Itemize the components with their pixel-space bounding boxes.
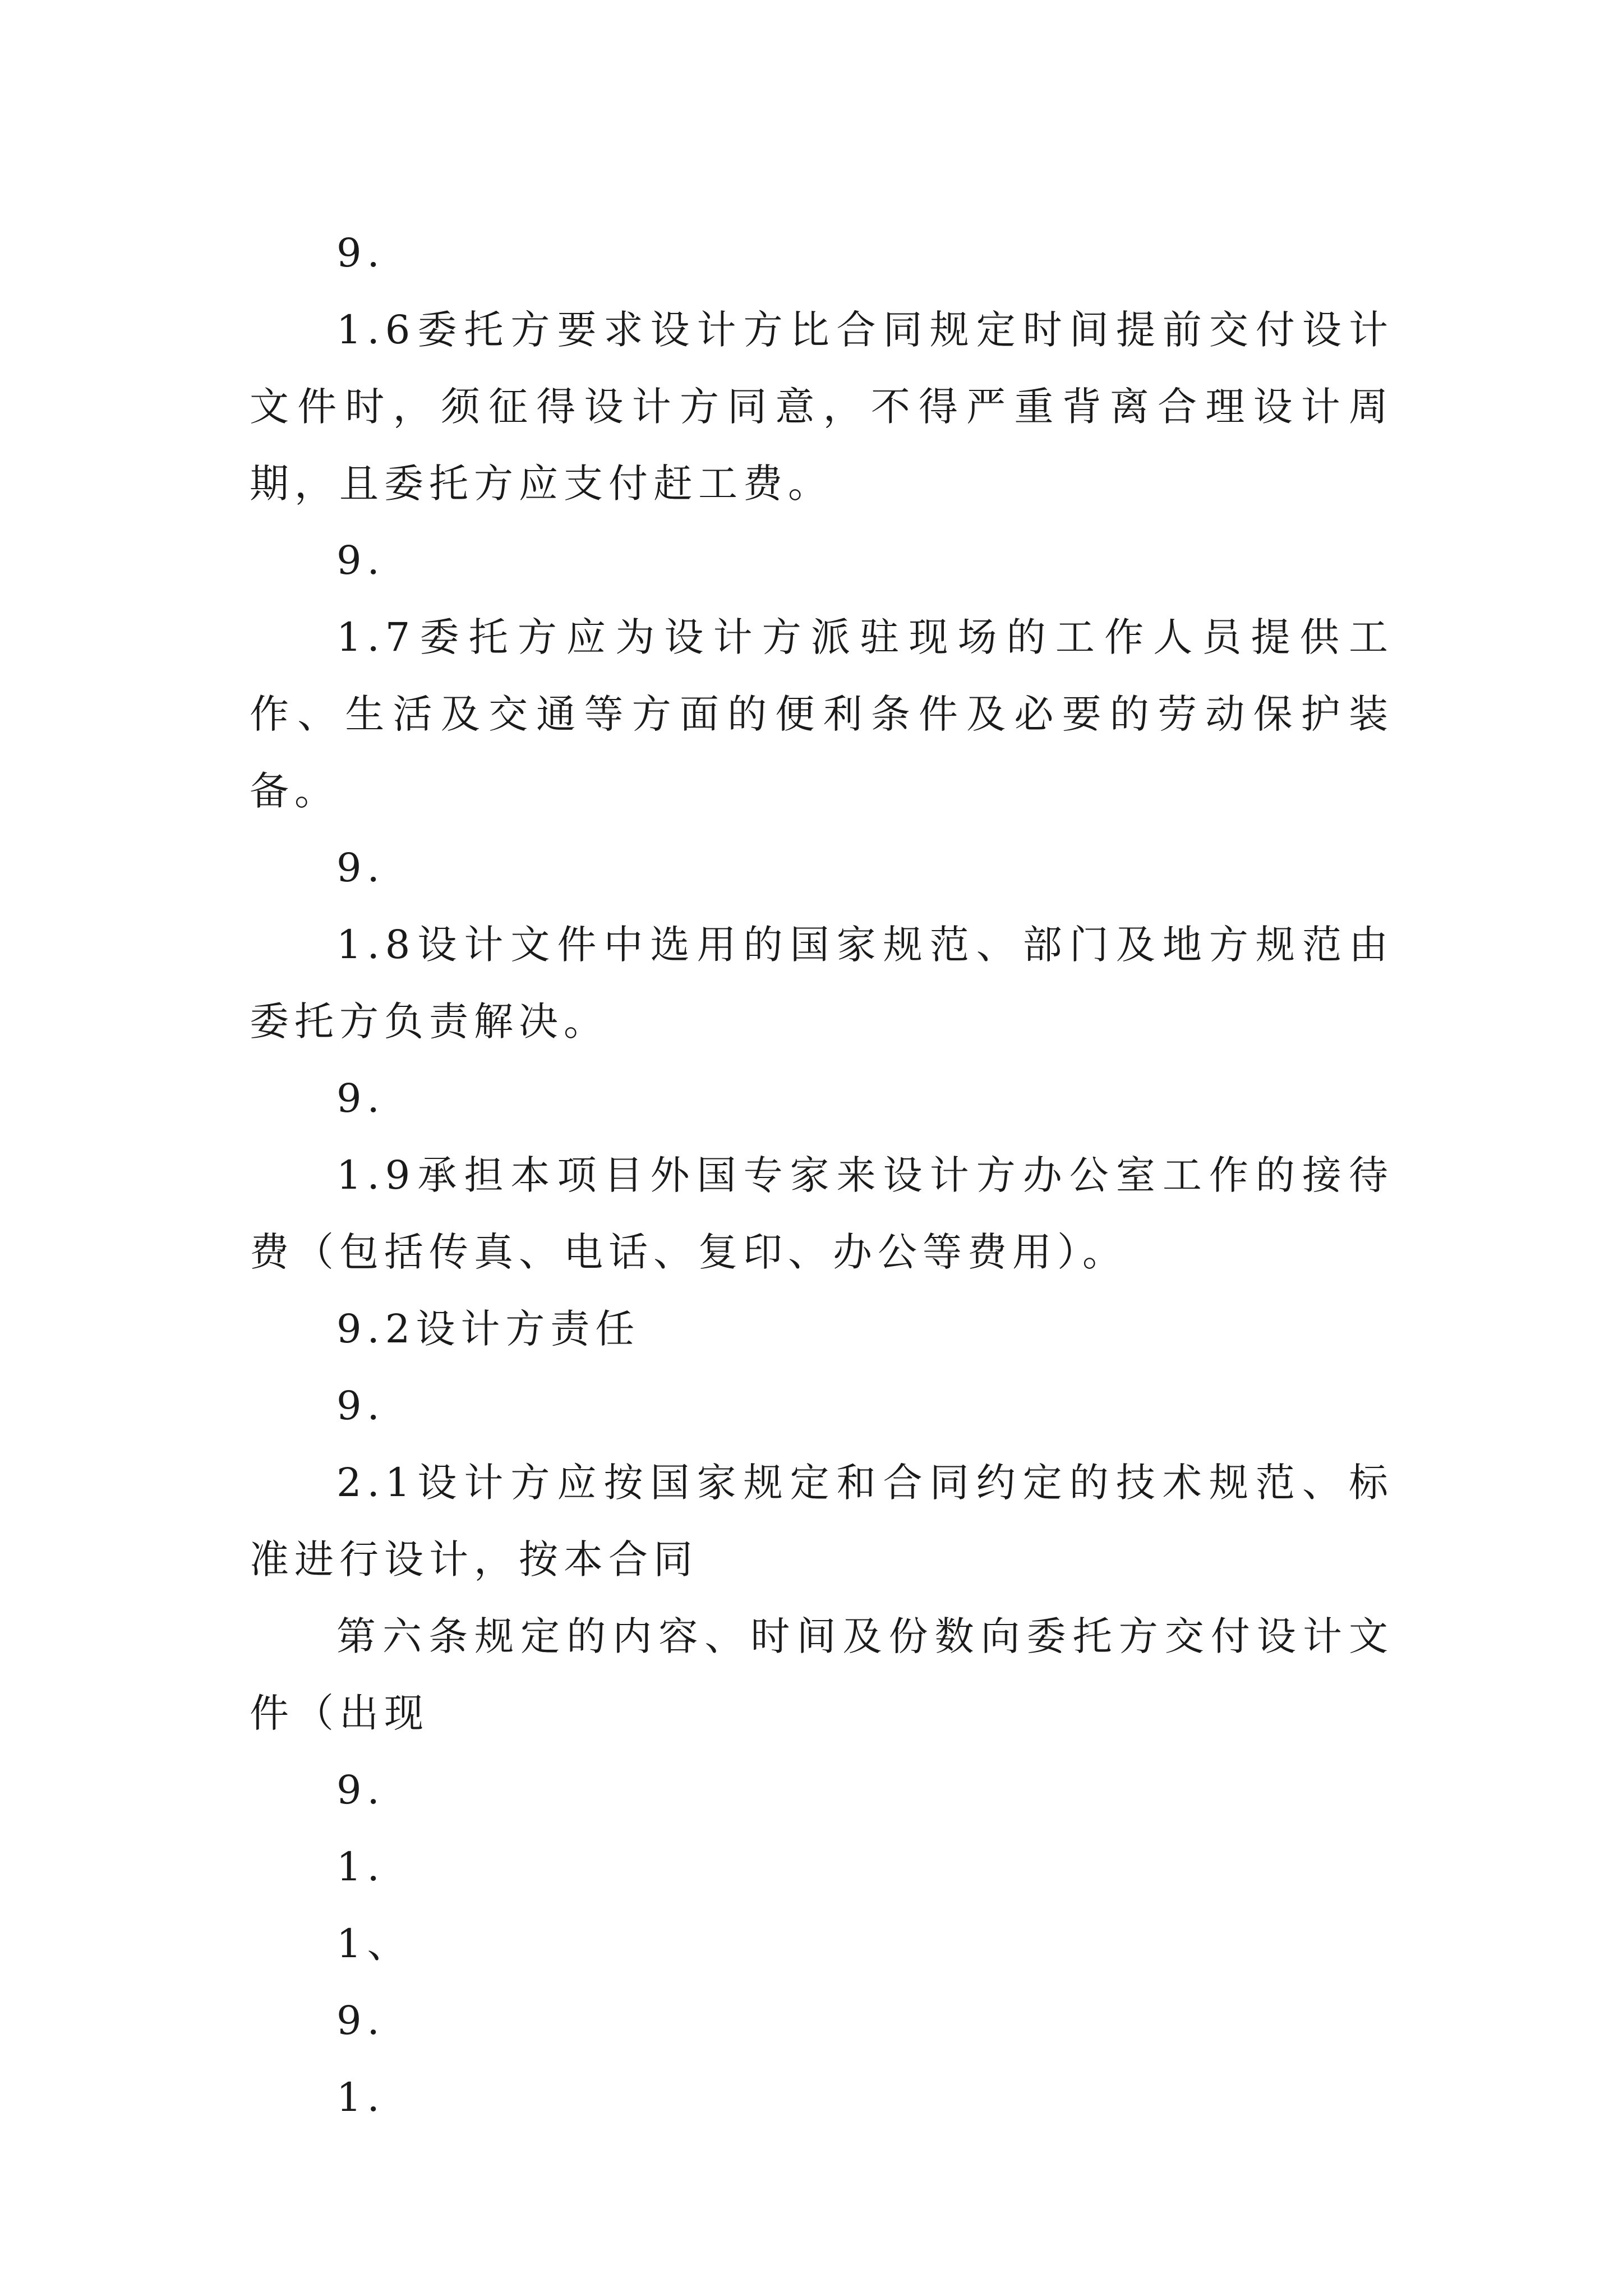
- paragraph: 9.: [336, 845, 385, 891]
- paragraph: 1.: [336, 1844, 385, 1890]
- paragraph: 1、: [336, 1921, 412, 1967]
- paragraph: 1.7委托方应为设计方派驻现场的工作人员提供工作、生活及交通等方面的便利条件及必要的劳动保护装备。: [250, 614, 1394, 814]
- paragraph: 9.: [336, 1767, 385, 1813]
- document-body: [250, 215, 1394, 2136]
- paragraph: 9.: [336, 1998, 385, 2044]
- paragraph: 1.6委托方要求设计方比合同规定时间提前交付设计文件时，须征得设计方同意，不得严重背离合理设计周期，且委托方应支付赶工费。: [250, 307, 1394, 507]
- section-heading: 9.2设计方责任: [336, 1306, 640, 1352]
- paragraph: 第六条规定的内容、时间及份数向委托方交付设计文件（出现: [250, 1613, 1394, 1736]
- paragraph: 9.: [336, 537, 385, 583]
- paragraph: 1.: [336, 2074, 385, 2120]
- paragraph: 2.1设计方应按国家规定和合同约定的技术规范、标准进行设计，按本合同: [250, 1460, 1394, 1582]
- paragraph: 1.8设计文件中选用的国家规范、部门及地方规范由委托方负责解决。: [250, 922, 1394, 1045]
- paragraph: 9.: [336, 1075, 385, 1121]
- paragraph: 1.9承担本项目外国专家来设计方办公室工作的接待费（包括传真、电话、复印、办公等费用）。: [250, 1152, 1394, 1275]
- paragraph: 9.: [336, 1383, 385, 1429]
- paragraph: 9.: [336, 230, 385, 276]
